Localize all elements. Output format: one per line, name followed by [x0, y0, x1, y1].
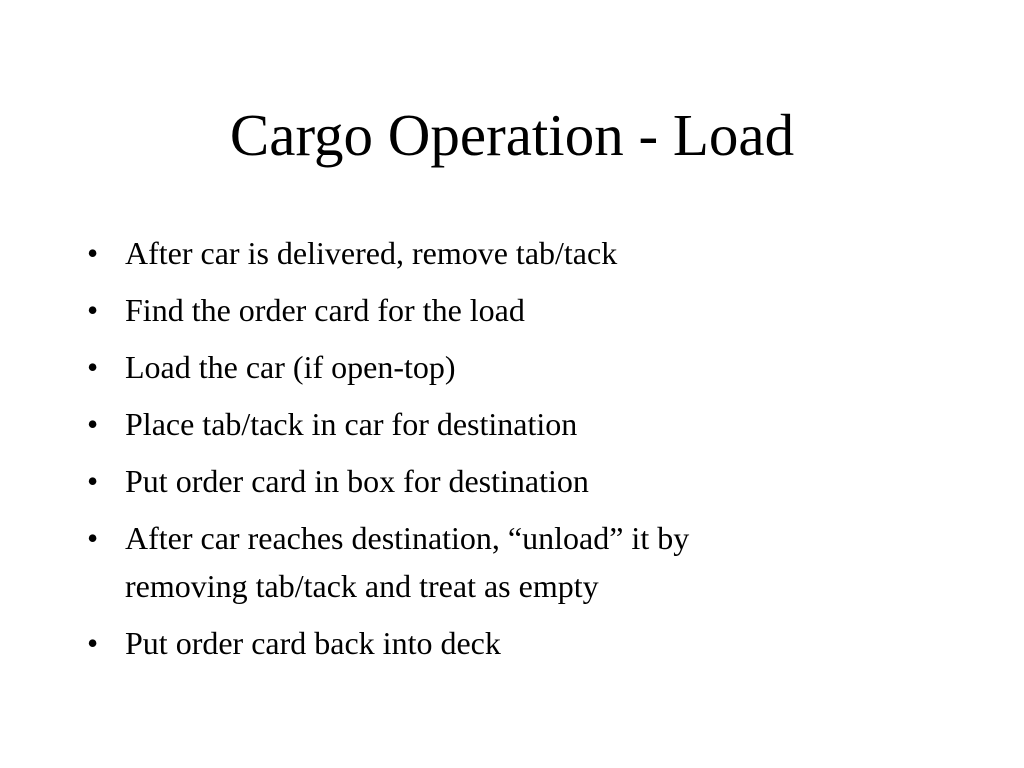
bullet-marker: • [87, 235, 99, 271]
bullet-marker: • [87, 463, 99, 499]
bullet-marker: • [87, 349, 99, 385]
bullet-item [87, 229, 947, 277]
bullet-text: Load the car (if open-top) [125, 349, 456, 385]
bullet-marker: • [87, 625, 99, 661]
bullet-marker: • [87, 520, 99, 556]
bullet-item [87, 619, 947, 667]
bullet-text: Find the order card for the load [125, 292, 525, 328]
bullet-text: After car is delivered, remove tab/tack [125, 235, 618, 271]
bullet-text: Put order card back into deck [125, 625, 501, 661]
bullet-list [87, 229, 947, 676]
bullet-item [87, 286, 947, 334]
bullet-item [87, 514, 947, 610]
bullet-text: After car reaches destination, “unload” it by [125, 520, 690, 556]
bullet-marker: • [87, 292, 99, 328]
bullet-item [87, 343, 947, 391]
bullet-text: Put order card in box for destination [125, 463, 589, 499]
bullet-item [87, 400, 947, 448]
bullet-text: removing tab/tack and treat as empty [125, 568, 599, 604]
bullet-marker: • [87, 406, 99, 442]
bullet-text: Place tab/tack in car for destination [125, 406, 578, 442]
bullet-item [87, 457, 947, 505]
slide-title: Cargo Operation - Load [229, 102, 795, 168]
